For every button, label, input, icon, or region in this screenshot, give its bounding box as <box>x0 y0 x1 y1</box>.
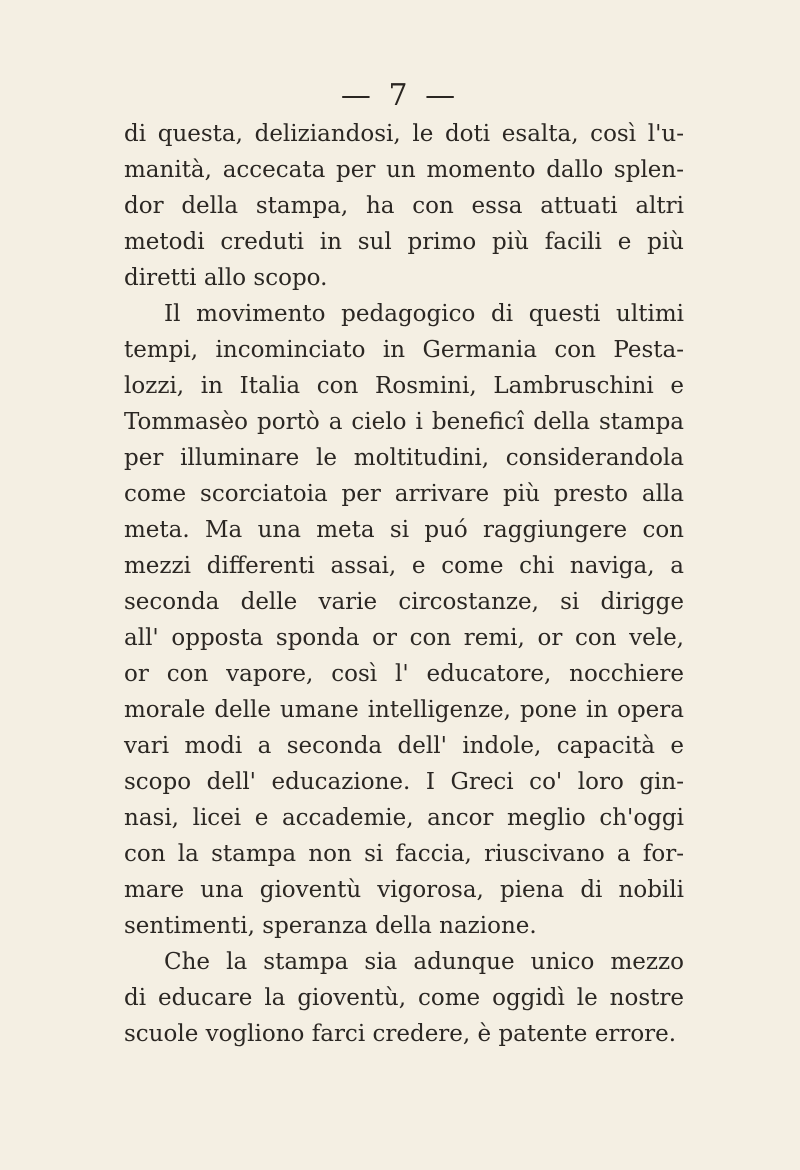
text-line: seconda delle varie circostanze, si dirigge <box>124 589 684 615</box>
text-line: scuole vogliono farci credere, è patente errore. <box>124 1021 677 1047</box>
text-line: con la stampa non si faccia, riuscivano a for- <box>124 841 684 867</box>
text-line: dor della stampa, ha con essa attuati altri <box>124 193 684 219</box>
text-line: diretti allo scopo. <box>124 265 328 291</box>
text-line: metodi creduti in sul primo più facili e più <box>124 229 684 255</box>
body-text <box>124 116 684 1052</box>
text-line: lozzi, in Italia con Rosmini, Lambruschini e <box>124 373 684 399</box>
text-line: scopo dell' educazione. I Greci co' loro gin- <box>124 769 684 795</box>
text-line: di educare la gioventù, come oggidì le nostre <box>124 985 684 1011</box>
text-line: mezzi differenti assai, e come chi naviga, a <box>124 553 684 579</box>
page-number: — 7 — <box>340 78 460 113</box>
text-line: di questa, deliziandosi, le doti esalta, così l'u- <box>124 121 684 147</box>
text-line: manità, accecata per un momento dallo splen- <box>124 157 684 183</box>
text-line: morale delle umane intelligenze, pone in opera <box>124 697 684 723</box>
text-line: per illuminare le moltitudini, considerandola <box>124 445 684 471</box>
text-line: tempi, incominciato in Germania con Pesta- <box>124 337 684 363</box>
text-line: all' opposta sponda or con remi, or con vele, <box>124 625 684 651</box>
text-line: mare una gioventù vigorosa, piena di nobili <box>124 877 684 903</box>
text-line: nasi, licei e accademie, ancor meglio ch'oggi <box>124 805 684 831</box>
text-line: vari modi a seconda dell' indole, capacità e <box>124 733 684 759</box>
text-line: sentimenti, speranza della nazione. <box>124 913 537 939</box>
text-line: meta. Ma una meta si puó raggiungere con <box>124 517 684 543</box>
text-line: Tommasèo portò a cielo i beneficî della stampa <box>124 409 684 435</box>
text-line: Il movimento pedagogico di questi ultimi <box>164 301 684 327</box>
text-line: Che la stampa sia adunque unico mezzo <box>164 949 684 975</box>
text-line: come scorciatoia per arrivare più presto alla <box>124 481 684 507</box>
text-line: or con vapore, così l' educatore, nocchiere <box>124 661 684 687</box>
